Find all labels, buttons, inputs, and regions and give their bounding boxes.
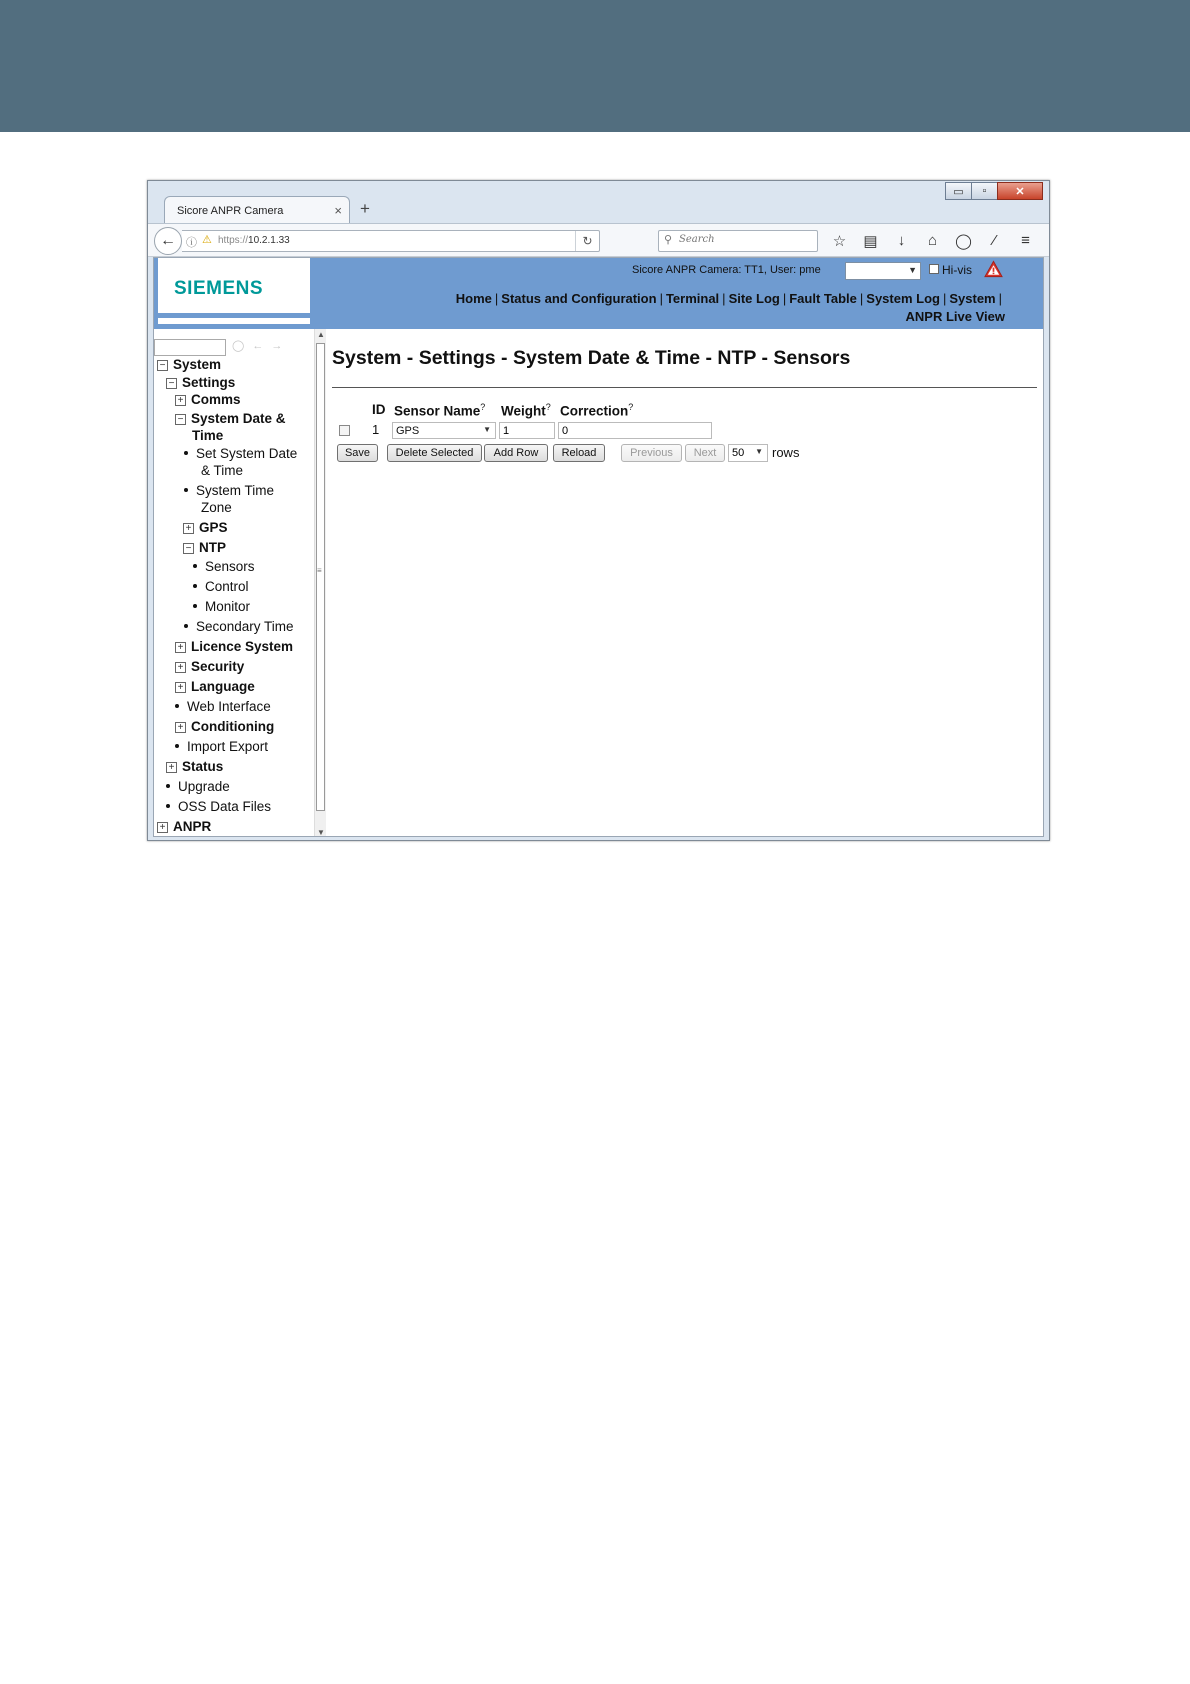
download-icon[interactable]: ↓ [897,232,906,249]
tree-item[interactable] [201,499,232,516]
scroll-down-icon[interactable]: ▼ [317,828,325,837]
close-window-button[interactable]: ✕ [997,182,1043,200]
browser-toolbar [824,232,1041,250]
tree-item-label: Security [191,659,245,674]
tree-item[interactable] [183,539,226,556]
main-content [332,329,1044,837]
search-box[interactable] [658,230,818,252]
tree-item[interactable] [193,558,255,575]
column-header-weight[interactable]: Weight? [501,402,551,419]
tree-item-label: & Time [201,463,244,478]
camera-info: Sicore ANPR Camera: TT1, User: pme [632,264,821,276]
column-header-sensor-name[interactable]: Sensor Name? [394,402,486,419]
tree-item[interactable] [175,638,293,655]
nav-site-log[interactable]: Site Log [728,291,780,306]
next-button[interactable]: Next [685,444,725,462]
reload-button[interactable]: Reload [553,444,605,462]
next-arrow-icon[interactable]: → [271,340,291,352]
tree-item-label: Upgrade [178,779,230,794]
scrollbar-thumb[interactable] [316,343,325,811]
bullet-icon [175,744,179,748]
expand-icon[interactable]: + [175,642,186,653]
back-button[interactable] [154,227,182,255]
site-header [154,258,1044,329]
page-viewport [153,257,1044,837]
expand-icon[interactable]: + [175,662,186,673]
collapse-icon[interactable]: − [183,543,194,554]
tree-scrollbar[interactable] [314,329,326,837]
expand-icon[interactable]: + [166,762,177,773]
nav-status-configuration[interactable]: Status and Configuration [501,291,657,306]
clipboard-icon[interactable]: ▤ [863,233,878,250]
tree-item-label: NTP [199,540,226,555]
siemens-logo: SIEMENS [174,278,264,299]
user-select[interactable] [845,262,921,280]
collapse-icon[interactable]: − [157,360,168,371]
column-header-correction[interactable]: Correction? [560,402,634,419]
browser-tab[interactable] [164,196,350,224]
tree-item-label: Comms [191,392,241,407]
expand-icon[interactable]: + [157,822,168,833]
bullet-icon [184,624,188,628]
column-header-id: ID [372,402,386,417]
alert-icon[interactable] [984,260,1003,278]
navigation-tree [154,329,324,837]
tree-item-label: Web Interface [187,699,271,714]
title-divider [332,387,1037,388]
tab-strip [148,193,1049,223]
tree-item-label: Import Export [187,739,269,754]
home-icon[interactable]: ⌂ [927,232,938,249]
tree-item[interactable] [193,598,250,615]
pocket-icon[interactable]: ◯ [955,233,972,250]
tree-item-label: System Time [196,483,275,498]
bullet-icon [184,451,188,455]
tree-item-label: ANPR [173,819,212,834]
prev-arrow-icon[interactable]: ← [252,340,272,352]
tree-item[interactable] [166,798,271,815]
nav-line-2 [405,308,1005,326]
expand-icon[interactable]: + [175,395,186,406]
correction-input[interactable] [558,422,712,439]
collapse-icon[interactable]: − [166,378,177,389]
tree-item-label: Control [205,579,249,594]
save-button[interactable]: Save [337,444,378,462]
page-title: System - Settings - System Date & Time - NTP - Sensors [332,347,851,369]
tree-item-label: Status [182,759,224,774]
tree-item[interactable] [166,778,230,795]
bullet-icon [193,604,197,608]
expand-icon[interactable]: + [175,682,186,693]
clear-icon[interactable]: ◯ [232,340,253,352]
tree-item-label: System [173,357,222,372]
minimize-button[interactable]: ▭ [945,182,972,200]
tree-item-label: Secondary Time [196,619,294,634]
tree-item-label: GPS [199,520,228,535]
tree-item[interactable] [157,356,221,373]
row-select-checkbox[interactable] [339,425,350,436]
tree-item-label: OSS Data Files [178,799,272,814]
tree-item[interactable] [175,678,255,695]
sensor-name-value: GPS [396,425,420,437]
nav-system-log[interactable]: System Log [866,291,940,306]
chevron-down-icon: ▼ [908,265,917,275]
help-icon: ? [628,402,634,412]
scroll-up-icon[interactable]: ▲ [317,330,325,339]
tree-item[interactable] [193,578,249,595]
tab-close-icon[interactable]: × [334,203,342,218]
insecure-lock-icon[interactable]: ⚠ [202,234,212,246]
bullet-icon [166,804,170,808]
hivis-label: Hi-vis [942,263,972,277]
menu-icon[interactable]: ≡ [1021,232,1030,249]
tree-item-label: Monitor [205,599,251,614]
tree-item-label: Licence System [191,639,294,654]
search-input[interactable] [679,234,809,245]
bullet-icon [166,784,170,788]
star-icon[interactable]: ☆ [832,233,847,250]
tree-item-label: Conditioning [191,719,275,734]
tree-item-label: System Date & [191,411,286,426]
tree-item[interactable] [183,519,228,536]
nav-system[interactable]: System [949,291,996,306]
url-text: https://10.2.1.33 [218,235,290,246]
tab-title: Sicore ANPR Camera [177,205,284,217]
tree-item[interactable] [175,658,244,675]
nav-home[interactable]: Home [455,291,492,306]
nav-terminal[interactable]: Terminal [665,291,720,306]
tree-search-input[interactable] [154,339,226,356]
sensor-name-select[interactable] [392,422,496,439]
tree-item[interactable] [175,698,271,715]
logo-box [158,258,310,313]
back-arrow-icon: ← [160,232,176,249]
weight-input[interactable] [499,422,555,439]
tree-item[interactable] [157,818,211,835]
tree-item[interactable] [175,718,274,735]
tree-item[interactable] [184,482,274,499]
reload-icon[interactable]: ↻ [575,231,599,251]
tree-item[interactable] [166,758,223,775]
bullet-icon [175,704,179,708]
tree-item-label: Sensors [205,559,255,574]
scroll-grip-icon: ≡ [317,566,322,575]
rows-label: rows [772,445,800,460]
tree-item[interactable] [184,445,297,462]
tree-item-label: Set System Date [196,446,298,461]
tree-item-label: Language [191,679,255,694]
tree-item[interactable] [175,410,286,427]
tree-tools [232,339,290,352]
expand-icon[interactable]: + [175,722,186,733]
chevron-down-icon: ▼ [483,425,491,434]
row-id: 1 [372,422,380,437]
previous-button[interactable]: Previous [621,444,682,462]
new-tab-button[interactable]: + [360,199,370,218]
nav-fault-table[interactable]: Fault Table [789,291,857,306]
nav-line-1: Home | Status and Configuration | Terminal | Site Log | Fault Table | System Log | System | [455,291,1002,306]
dropper-icon[interactable]: ⁄ [993,232,996,249]
nav-anpr-live-view[interactable]: ANPR Live View [905,309,1005,324]
expand-icon[interactable]: + [183,523,194,534]
maximize-button[interactable]: ▫ [971,182,998,200]
tree-item-label: Zone [201,500,232,515]
bullet-icon [193,584,197,588]
tree-item-label: Time [192,428,224,443]
help-icon: ? [545,402,551,412]
add-row-button[interactable]: Add Row [484,444,548,462]
top-banner [0,0,1190,132]
hivis-checkbox[interactable] [929,264,939,274]
logo-strip [158,318,310,324]
browser-window [147,180,1050,841]
navigation-bar [148,223,1049,257]
tree-item[interactable] [166,374,235,391]
url-bar[interactable] [182,230,600,252]
rows-per-page-select[interactable] [728,444,768,462]
delete-selected-button[interactable]: Delete Selected [387,444,482,462]
help-icon: ? [480,402,486,412]
tree-item[interactable] [184,618,294,635]
rows-per-page-value: 50 [732,447,745,459]
tree-item-label: Settings [182,375,236,390]
tree-item[interactable] [175,391,241,408]
tree-item[interactable] [201,462,243,479]
search-icon: ⚲ [664,234,673,246]
info-icon[interactable]: ⓘ [186,237,197,249]
tree-item[interactable] [175,738,268,755]
bullet-icon [193,564,197,568]
collapse-icon[interactable]: − [175,414,186,425]
chevron-down-icon: ▼ [755,447,763,456]
tree-item[interactable] [192,427,223,444]
bullet-icon [184,488,188,492]
top-navigation [405,290,1005,326]
